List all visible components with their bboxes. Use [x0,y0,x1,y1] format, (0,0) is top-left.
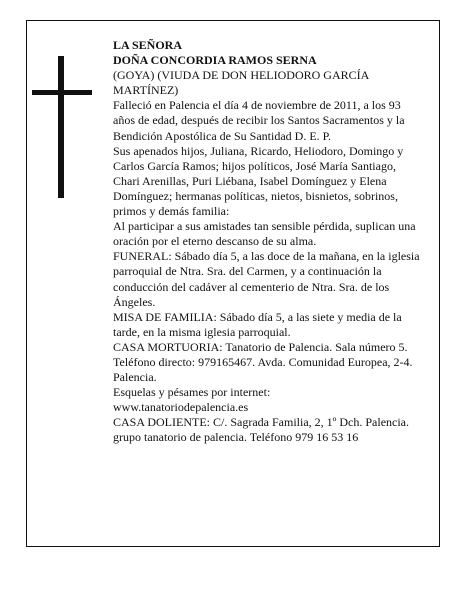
website-url: www.tanatoriodepalencia.es [113,400,249,415]
cross-vertical-bar [58,56,64,198]
grieving-house-paragraph: CASA DOLIENTE: C/. Sagrada Familia, 2, 1º Dch. Palencia. [113,415,410,430]
obituary-text [113,38,421,446]
family-paragraph: Sus apenados hijos, Juliana, Ricardo, Heliodoro, Domingo y Carlos García Ramos; hijos políticos, José María Santiago, Chari Arenillas, Puri Liébana, Isabel Domínguez y Elena Domínguez; hermanas políticas, nietos, bisnietos, sobrinos, primos y demás familia: [113,143,404,219]
request-prayer-paragraph: Al participar a sus amistades tan sensible pérdida, suplican una oración por el eterno descanso de su alma. [113,219,416,249]
death-notice-paragraph: Falleció en Palencia el día 4 de noviembre de 2011, a los 93 años de edad, después de recibir los Santos Sacramentos y la Bendición Apostólica de Su Santidad D. E. P. [113,98,405,143]
funeral-paragraph: FUNERAL: Sábado día 5, a las doce de la mañana, en la iglesia parroquial de Ntra. Sra. del Carmen, y a continuación la conducción del cadáver al cementerio de Ntra. Sra. de los Ángeles. [113,249,420,309]
title-line-1: LA SEÑORA [113,38,183,52]
deceased-subtitle: (GOYA) (VIUDA DE DON HELIODORO GARCÍA MARTÍNEZ) [113,68,369,98]
deceased-name: DOÑA CONCORDIA RAMOS SERNA [113,53,317,68]
cross-icon [32,56,92,198]
family-mass-paragraph: MISA DE FAMILIA: Sábado día 5, a las siete y media de la tarde, en la misma iglesia parroquial. [113,309,402,339]
mortuary-paragraph: CASA MORTUORIA: Tanatorio de Palencia. Sala número 5. Teléfono directo: 979165467. Avda. Comunidad Europea, 2-4. Palencia. [113,339,413,385]
cross-horizontal-bar [32,90,92,95]
funeral-home-phone: grupo tanatorio de palencia. Teléfono 979 16 53 16 [113,430,359,445]
internet-condolences-label: Esquelas y pésames por internet: [113,385,271,400]
